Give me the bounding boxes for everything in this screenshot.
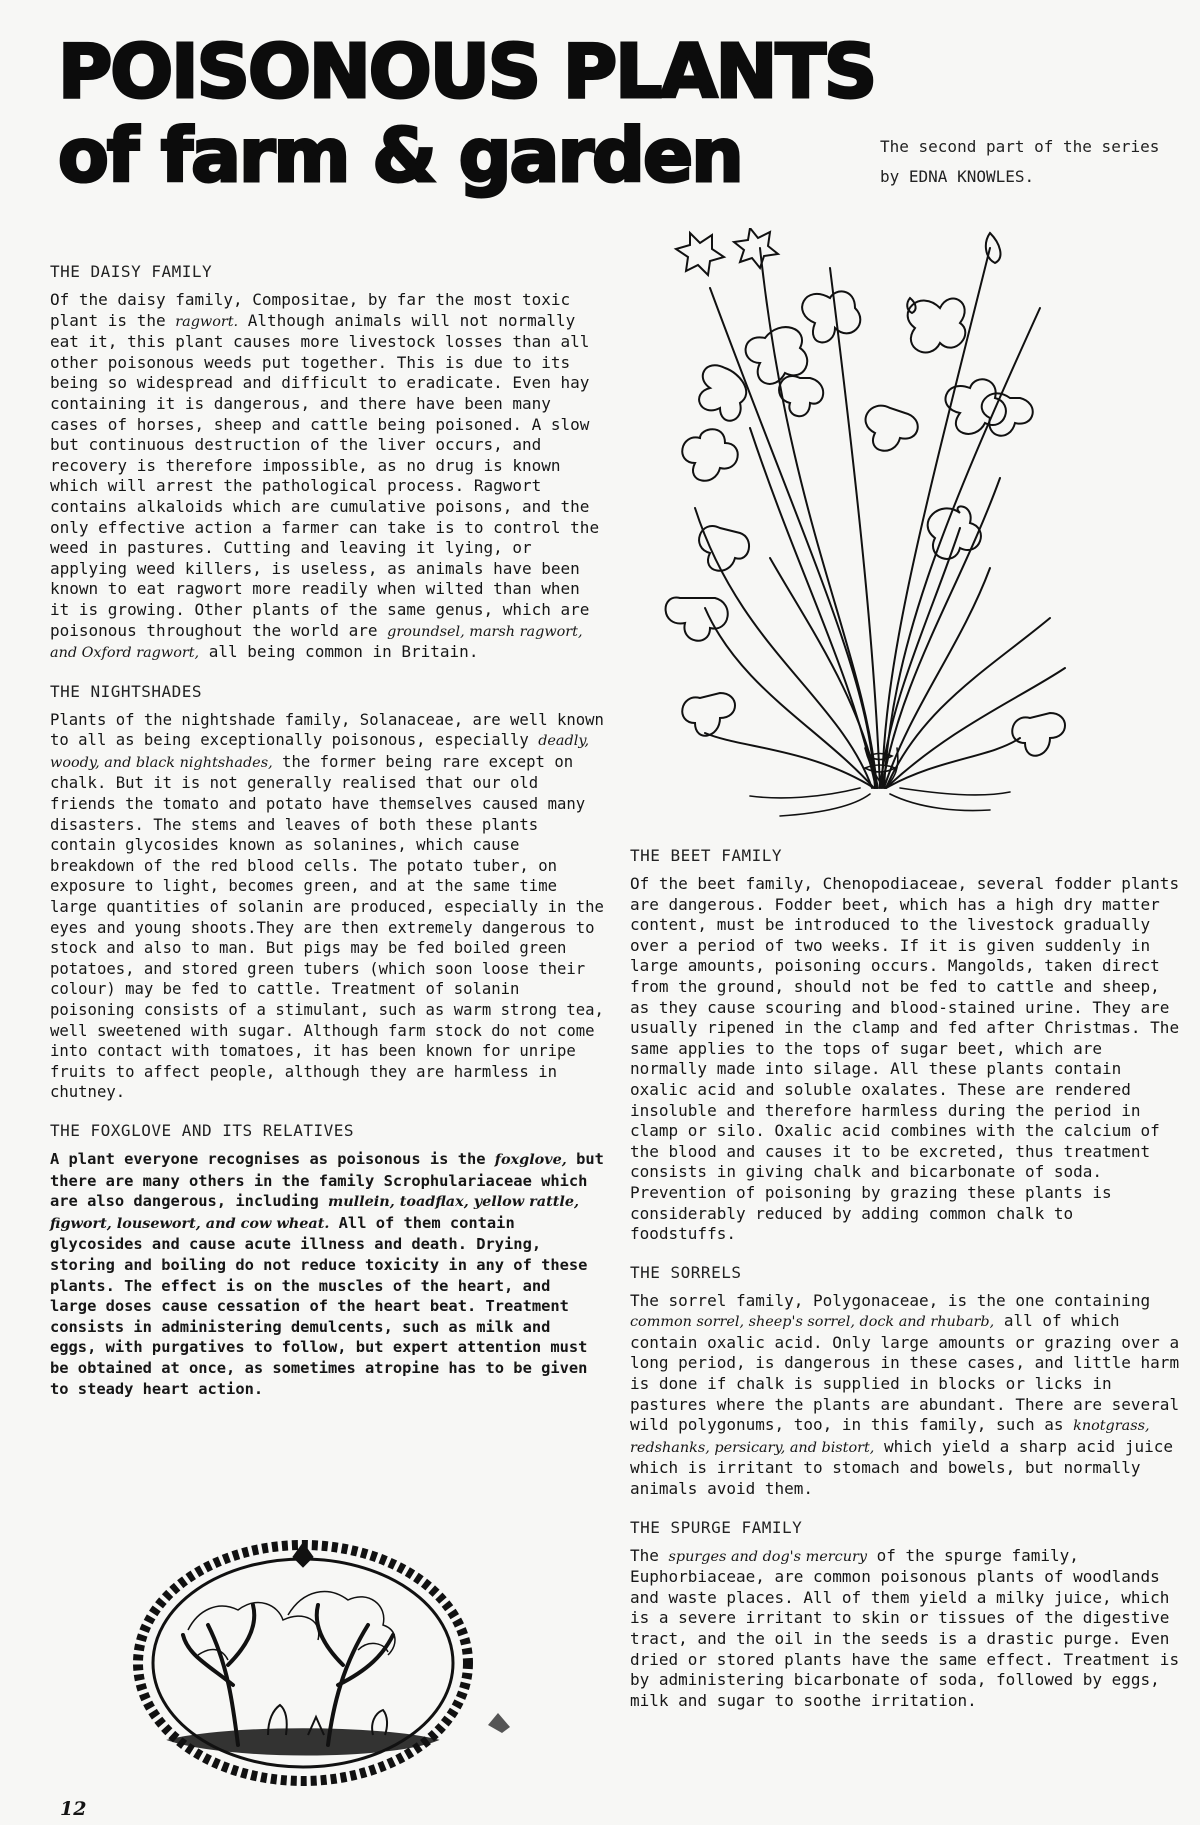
section-body bbox=[630, 1545, 1189, 1712]
plant-name: foxglove, bbox=[494, 1150, 567, 1168]
section-body bbox=[50, 290, 609, 664]
section-heading: THE SPURGE FAMILY bbox=[630, 1517, 803, 1537]
section-sorrels bbox=[630, 1262, 1189, 1500]
body-text: but there are many others in the family Scrophulariaceae which are also dangerous, including bbox=[50, 1149, 614, 1211]
section-body: Of the beet family, Chenopodiaceae, several fodder plants are dangerous. Fodder beet, which has a high dry matter content, must be introduced to the livestock gradually over a period of two weeks. If it is given suddenly in large amounts, poisoning occurs. Mangolds, taken direct from the ground, should not be fed to cattle and sheep, as they cause scouring and blood-stained urine. They are usually ripened in the clamp and fed after Christmas. The same applies to the tops of sugar beet, which are normally made into silage. All these plants contain oxalic acid and soluble oxalates. These are rendered insoluble and therefore harmless during the period in clamp or silo. Oxalic acid combines with the calcium of the blood and causes it to be excreted, thus treatment consists in giving chalk and bicarbonate of soda. Prevention of poisoning by grazing these plants is considerably reduced by adding common chalk to foodstuffs. bbox=[630, 874, 1189, 1244]
body-text: the former being rare except on chalk. But it is not generally realised that our old friends the tomato and potato have themselves caused many disasters. The stems and leaves of both these plants contain glycosides known as solanines, which cause breakdown of the red blood cells. The potato tuber, on exposure to light, becomes green, and at the same time large quantities of solanin are produced, especially in the eyes and young shoots.They are then extremely dangerous to stock and also to man. But pigs may be fed boiled green potatoes, and stored green tubers (which soon loose their colour) may be fed to cattle. Treatment of solanin poisoning consists of a stimulant, such as warm strong tea, well sweetened with sugar. Although farm stock do not come into contact with tomatoes, it has been known for unripe fruits to affect people, although they are harmless in chutney. bbox=[50, 752, 614, 1102]
section-body bbox=[50, 710, 614, 1103]
section-nightshades bbox=[50, 681, 614, 1103]
body-text: all of which contain oxalic acid. Only large amounts or grazing over a long period, is dangerous in these cases, and little harm is done if chalk is supplied in blocks or licks in pastures where the plants are abundant. There are several wild polygonums, too, in this family, such as bbox=[630, 1311, 1189, 1435]
body-text: The bbox=[630, 1545, 669, 1565]
body-text: of the spurge family, Euphorbiaceae, are common poisonous plants of woodlands and waste places. All of them yield a milky juice, which is a severe irritant to skin or tissues of the digestive tract, and the oil in the seeds is a drastic purge. Even dried or stored plants have the same effect. Treatment is by administering bicarbonate of soda, followed by eggs, milk and sugar to soothe irritation. bbox=[630, 1545, 1189, 1710]
body-text: The sorrel family, Polygonaceae, is the one containing bbox=[630, 1290, 1160, 1310]
plant-name: groundsel, marsh ragwort, and Oxford ragwort, bbox=[50, 623, 588, 662]
byline bbox=[880, 132, 1180, 192]
section-beet-family bbox=[630, 846, 1189, 1245]
body-text: Although animals will not normally eat it, this plant causes more livestock losses than all other poisonous weeds put together. This is due to its being so widespread and difficult to eradicate. Even hay containing it is dangerous, and there have been many cases of horses, sheep and cattle being poisoned. A slow but continuous destruction of the liver occurs, and recovery is therefore impossible, as no drug is known which will arrest the pathological process. Ragwort contains alkaloids which are cumulative poisons, and the only effective action a farmer can take is to control the weed in pastures. Cutting and leaving it lying, or applying weed killers, is useless, as animals have been known to eat ragwort more readily when wilted than when it is growing. Other plants of the same genus, which are poisonous throughout the world are bbox=[50, 310, 609, 640]
right-column bbox=[630, 846, 1189, 1729]
section-heading: THE BEET FAMILY bbox=[630, 846, 782, 865]
wood-sorrel-drawing-icon bbox=[660, 228, 1080, 828]
body-text: All of them contain glycosides and cause acute illness and death. Drying, storing and boiling do not reduce toxicity in any of these plants. The effect is on the muscles of the heart, and large doses cause cessation of the heart beat. Treatment consists in administering demulcents, such as milk and eggs, with purgatives to follow, but expert attention must be obtained at once, as sometimes atropine has to be given to steady heart action. bbox=[50, 1213, 597, 1398]
plant-name: spurges and dog's mercury bbox=[668, 1548, 867, 1565]
plant-name: knotgrass, redshanks, persicary, and bistort, bbox=[630, 1418, 1155, 1456]
section-spurge-family bbox=[630, 1517, 1189, 1712]
title-line-1: POISONOUS PLANTS bbox=[58, 29, 876, 115]
body-text: Of the daisy family, Compositae, by far the most toxic plant is the bbox=[50, 290, 580, 330]
woodland-vignette-icon bbox=[128, 1535, 528, 1795]
plant-name: common sorrel, sheep's sorrel, dock and rhubarb, bbox=[630, 1314, 995, 1331]
section-heading: THE FOXGLOVE AND ITS RELATIVES bbox=[50, 1120, 354, 1140]
section-body bbox=[630, 1290, 1189, 1500]
body-text: which yield a sharp acid juice which is irritant to stomach and bowels, but normally animals avoid them. bbox=[630, 1436, 1183, 1499]
article-title bbox=[58, 30, 875, 198]
page-number: 12 bbox=[60, 1798, 87, 1820]
section-heading: THE SORRELS bbox=[630, 1262, 742, 1282]
body-text: all being common in Britain. bbox=[199, 642, 479, 662]
left-column bbox=[50, 262, 614, 1417]
body-text: Plants of the nightshade family, Solanaceae, are well known to all as being exceptionally poisonous, especially bbox=[50, 710, 614, 750]
plant-name: ragwort. bbox=[175, 313, 239, 330]
title-line-2: of farm & garden bbox=[58, 113, 742, 199]
plant-name: mullein, toadflax, yellow rattle, figwort, lousewort, and cow wheat. bbox=[50, 1193, 585, 1232]
section-heading: THE DAISY FAMILY bbox=[50, 262, 213, 281]
section-foxglove bbox=[50, 1120, 614, 1399]
body-text: A plant everyone recognises as poisonous is the bbox=[50, 1149, 495, 1168]
byline-line-2: by EDNA KNOWLES. bbox=[880, 167, 1035, 186]
plant-name: deadly, woody, and black nightshades, bbox=[50, 733, 594, 771]
section-heading: THE NIGHTSHADES bbox=[50, 681, 202, 701]
byline-line-1: The second part of the series bbox=[880, 137, 1160, 156]
section-daisy-family bbox=[50, 262, 609, 664]
section-body bbox=[50, 1149, 614, 1399]
